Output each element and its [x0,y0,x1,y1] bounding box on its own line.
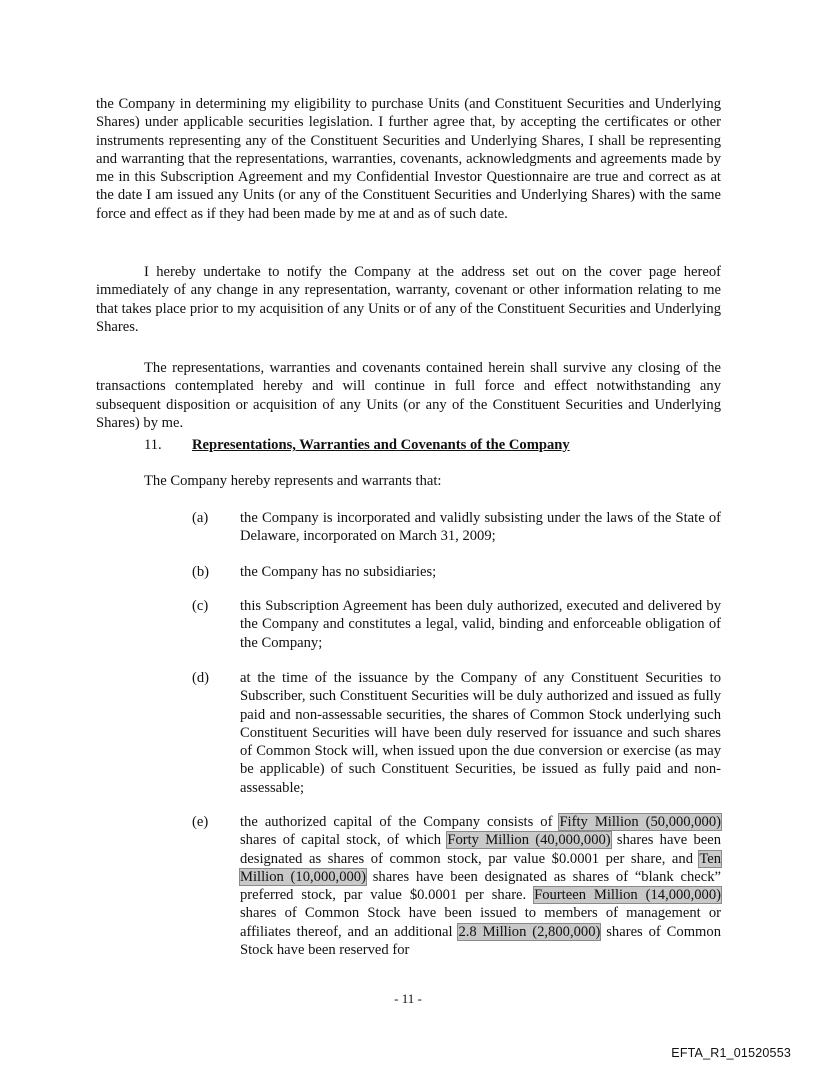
list-item-label: (c) [192,598,209,614]
list-item-text: the Company has no subsidiaries; [240,564,437,580]
text-segment: shares of Common Stock have been reserved for [240,923,721,959]
section-number: 11. [144,437,162,453]
list-item-label: (a) [192,510,209,526]
highlighted-amount: 2.8 Million (2,800,000) [458,923,601,940]
text-segment: shares of capital stock, of which [240,832,448,849]
list-item-text: the Company is incorporated and validly subsisting under the laws of the State of Delaware, incorporated on March 31, 2009; [240,510,721,545]
list-item-label: (b) [192,564,210,580]
paragraph-notify-undertaking: I hereby undertake to notify the Company at the address set out on the cover page hereof immediately of any change in any representation, warranty, covenant or other information relating to me that takes place prior to my acquisition of any Units or of any of the Constituent Securities and Underlying Shares. [96,264,721,335]
list-item-text: at the time of the issuance by the Company of any Constituent Securities to Subscriber, such Constituent Securities will be duly authorized and issued as fully paid and non-assessable securities, the shares of Common Stock underlying such Constituent Securities will have been duly reserved for issuance and such shares of Common Stock will, when issued upon the due conversion or exercise (as may be applicable) of such Constituent Securities, be issued as fully paid and non-assessable; [240,670,721,796]
page-number: - 11 - [394,991,422,1006]
list-item-label: (e) [192,814,209,830]
text-segment: shares of Common Stock have been issued to members of management or affiliates thereof, and an additional [240,905,721,940]
text-segment: the authorized capital of the Company consists of [240,814,560,830]
paragraph-survival: The representations, warranties and covenants contained herein shall survive any closing of the transactions contemplated hereby and will continue in full force and effect notwithstanding any subsequent disposition or acquisition of any Units (or any of the Constituent Securities and Underlying Shares) by me. [96,360,721,431]
list-item-text [240,813,721,959]
paragraph-eligibility: the Company in determining my eligibility to purchase Units (and Constituent Securities and Underlying Shares) under applicable securities legislation. I further agree that, by accepting the certificates or other instruments representing any of the Constituent Securities and Underlying Shares, I shall be representing and warranting that the representations, warranties, covenants, acknowledgments and agreements made by me in this Subscription Agreement and my Confidential Investor Questionnaire are true and correct as at the date I am issued any Units (or any of the Constituent Securities and Underlying Shares) with the same force and effect as if they had been made by me at and as of such date. [96,96,721,222]
text-segment: shares have been designated as shares of “blank check” preferred stock, par value $0.0001 per share. [240,868,721,904]
list-item-label: (d) [192,670,210,686]
section-intro: The Company hereby represents and warrants that: [144,473,442,489]
list-item-text: this Subscription Agreement has been duly authorized, executed and delivered by the Company and constitutes a legal, valid, binding and enforceable obligation of the Company; [240,598,721,651]
highlighted-amount: Fourteen Million (14,000,000) [534,887,722,904]
highlighted-amount: Ten Million (10,000,000) [240,850,721,885]
highlighted-amount: Forty Million (40,000,000) [447,832,611,849]
section-title: Representations, Warranties and Covenants of the Company [192,437,570,453]
section-heading [144,436,744,454]
bates-number: EFTA_R1_01520553 [671,1046,791,1060]
highlighted-amount: Fifty Million (50,000,000) [559,814,722,830]
text-segment: shares have been designated as shares of common stock, par value $0.0001 per share, and [240,832,722,867]
